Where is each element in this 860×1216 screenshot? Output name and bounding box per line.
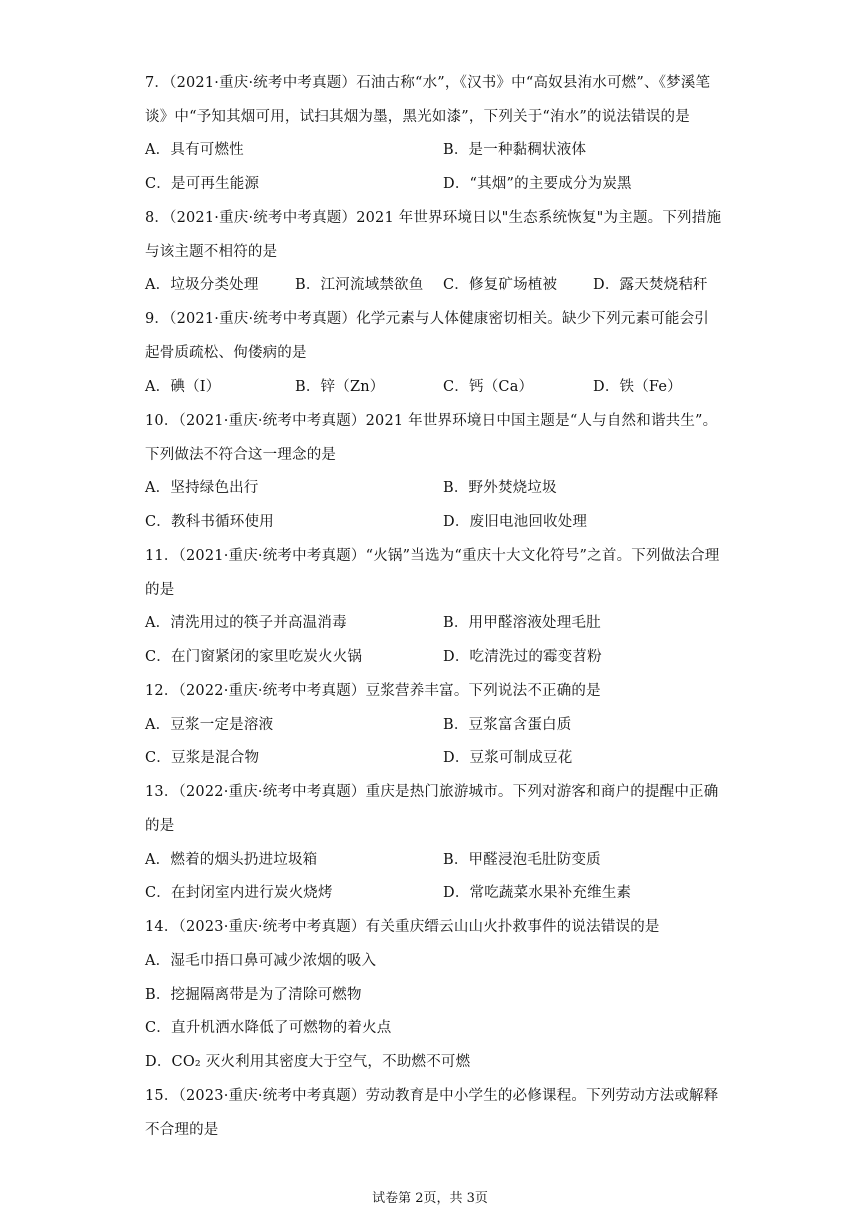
question-15-line-2: 不合理的是 [145,1122,219,1138]
question-14-option-c: C．直升机洒水降低了可燃物的着火点 [145,1020,392,1036]
question-10-line-1: 10．（2021·重庆·统考中考真题）2021 年世界环境日中国主题是“人与自然和谐共生”。 [145,413,718,429]
question-9-option-c: C．钙（Ca） [443,379,534,395]
question-14-option-d: D．CO₂ 灭火利用其密度大于空气，不助燃不可燃 [145,1054,471,1070]
question-11-option-d: D．吃清洗过的霉变苕粉 [443,649,602,665]
question-15-line-1: 15．（2023·重庆·统考中考真题）劳动教育是中小学生的必修课程。下列劳动方法或解释 [145,1088,719,1104]
question-13-line-2: 的是 [145,818,175,834]
question-7-option-b: B．是一种黏稠状液体 [443,142,587,158]
question-8-line-1: 8．（2021·重庆·统考中考真题）2021 年世界环境日以"生态系统恢复"为主题。下列措施 [145,210,722,226]
question-8-option-a: A．垃圾分类处理 [145,277,259,293]
question-13-line-1: 13．（2022·重庆·统考中考真题）重庆是热门旅游城市。下列对游客和商户的提醒中正确 [145,784,719,800]
question-8-option-d: D．露天焚烧秸秆 [593,277,708,293]
question-7-line-1: 7．（2021·重庆·统考中考真题）石油古称“水”，《汉书》中“高奴县洧水可燃”、《梦溪笔 [145,75,711,91]
question-10-option-d: D．废旧电池回收处理 [443,514,588,530]
page-footer: 试卷第 2页，共 3页 [372,1191,488,1206]
question-11-option-a: A．清洗用过的筷子并高温消毒 [145,615,347,631]
question-14-option-b: B．挖掘隔离带是为了清除可燃物 [145,987,362,1003]
question-12-line-1: 12．（2022·重庆·统考中考真题）豆浆营养丰富。下列说法不正确的是 [145,683,601,699]
question-12-option-a: A．豆浆一定是溶液 [145,717,274,733]
question-8-option-c: C．修复矿场植被 [443,277,558,293]
question-12-option-c: C．豆浆是混合物 [145,750,260,766]
question-7-option-c: C．是可再生能源 [145,176,260,192]
question-11-option-c: C．在门窗紧闭的家里吃炭火火锅 [145,649,363,665]
question-9-option-b: B．锌（Zn） [295,379,385,395]
question-7-line-2: 谈》中“予知其烟可用，试扫其烟为墨，黑光如漆”，下列关于“洧水”的说法错误的是 [145,109,690,125]
question-11-line-2: 的是 [145,582,175,598]
question-10-option-c: C．教科书循环使用 [145,514,274,530]
question-13-option-d: D．常吃蔬菜水果补充维生素 [443,885,632,901]
question-11-option-b: B．用甲醛溶液处理毛肚 [443,615,601,631]
question-9-option-a: A．碘（I） [145,379,221,395]
question-10-option-a: A．坚持绿色出行 [145,480,259,496]
question-8-option-b: B．江河流域禁欲鱼 [295,277,424,293]
question-7-option-a: A．具有可燃性 [145,142,244,158]
question-12-option-b: B．豆浆富含蛋白质 [443,717,572,733]
question-14-option-a: A．湿毛巾捂口鼻可减少浓烟的吸入 [145,953,377,969]
question-11-line-1: 11．（2021·重庆·统考中考真题）“火锅”当选为“重庆十大文化符号”之首。下列做法合理 [145,548,720,564]
question-9-line-2: 起骨质疏松、佝偻病的是 [145,345,307,361]
question-9-line-1: 9．（2021·重庆·统考中考真题）化学元素与人体健康密切相关。缺少下列元素可能会引 [145,311,709,327]
question-10-line-2: 下列做法不符合这一理念的是 [145,447,337,463]
question-13-option-b: B．甲醛浸泡毛肚防变质 [443,852,601,868]
question-13-option-a: A．燃着的烟头扔进垃圾箱 [145,852,318,868]
question-12-option-d: D．豆浆可制成豆花 [443,750,573,766]
question-10-option-b: B．野外焚烧垃圾 [443,480,557,496]
question-13-option-c: C．在封闭室内进行炭火烧烤 [145,885,333,901]
question-7-option-d: D．“其烟”的主要成分为炭黑 [443,176,632,192]
question-8-line-2: 与该主题不相符的是 [145,244,278,260]
question-14-line-1: 14．（2023·重庆·统考中考真题）有关重庆缙云山山火扑救事件的说法错误的是 [145,919,660,935]
question-9-option-d: D．铁（Fe） [593,379,682,395]
